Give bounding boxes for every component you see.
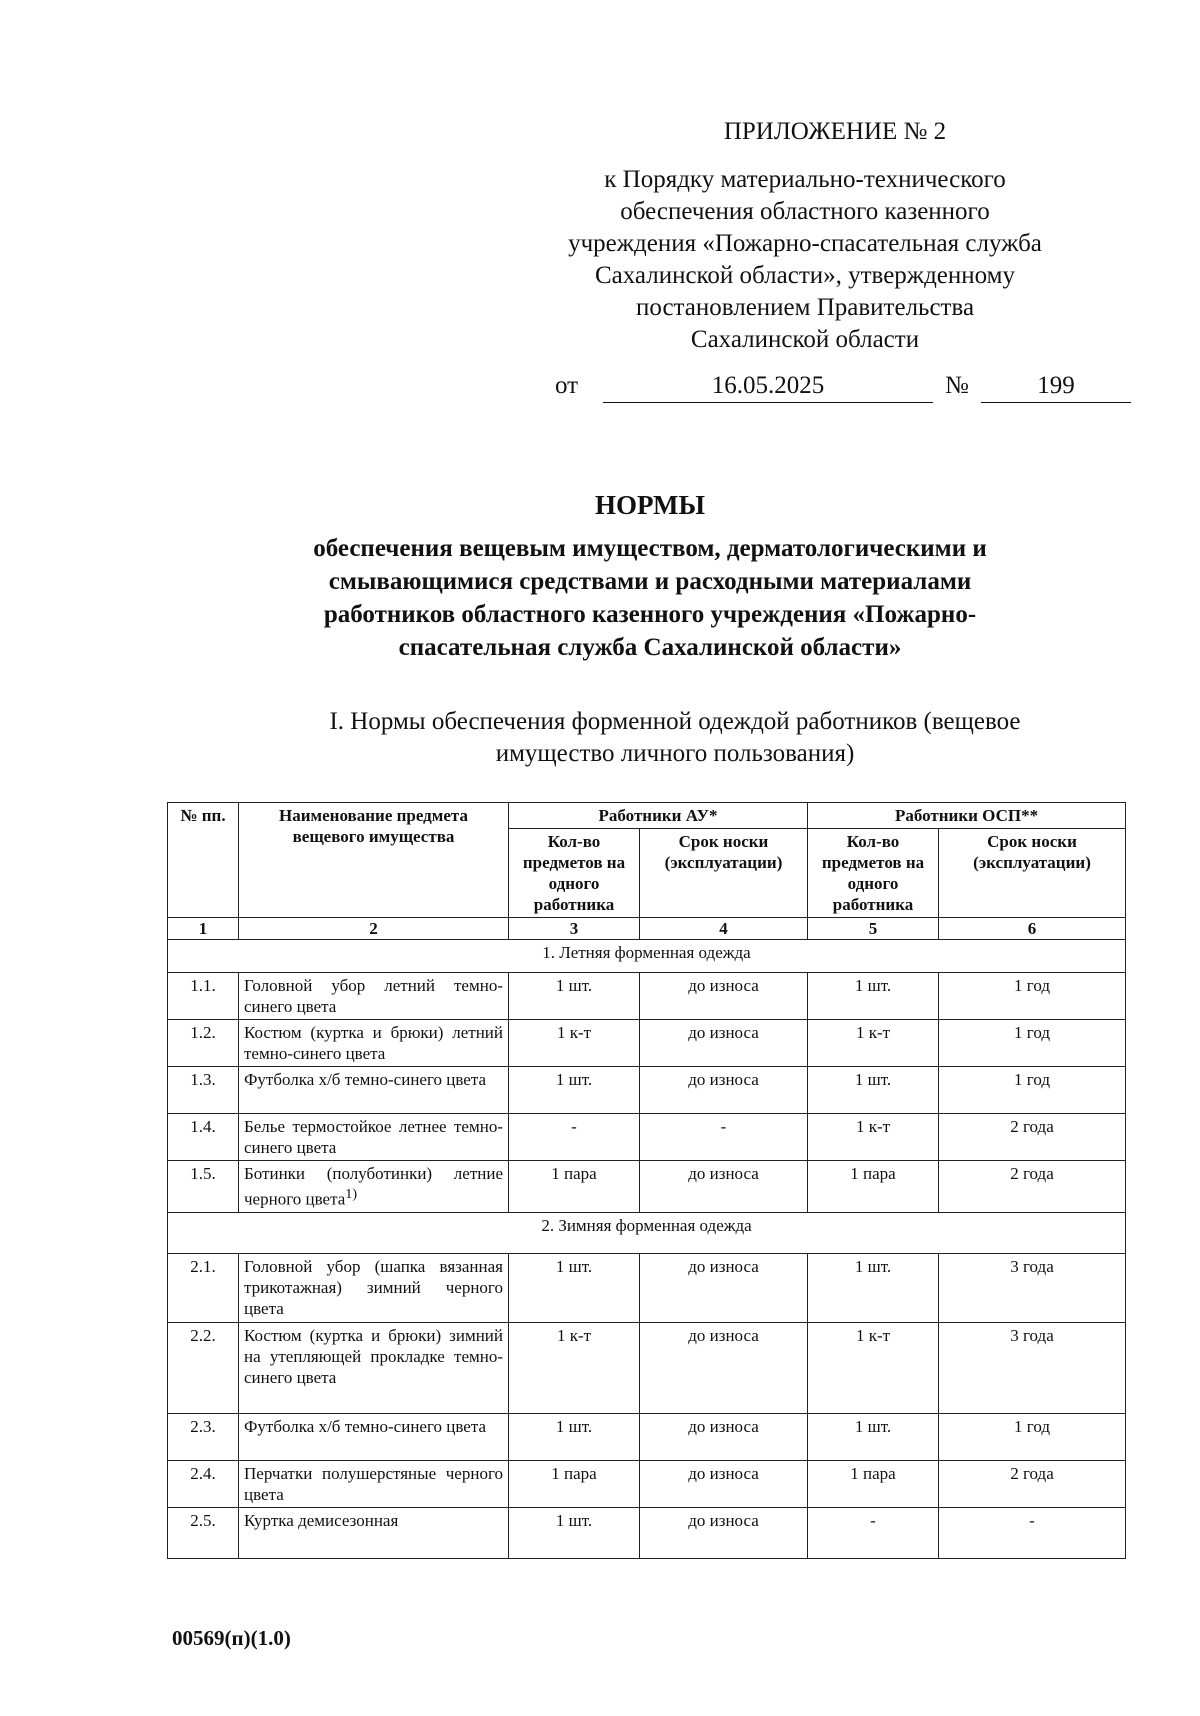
column-number: 3 xyxy=(509,918,640,940)
cell-name: Головной убор (шапка вязанная трикотажная) зимний черного цвета xyxy=(239,1253,509,1322)
column-number: 2 xyxy=(239,918,509,940)
cell-osp-term: 1 год xyxy=(939,1067,1126,1114)
header-osp-term: Срок носки (эксплуатации) xyxy=(939,829,1126,918)
cell-osp-term: - xyxy=(939,1507,1126,1558)
cell-au-term: до износа xyxy=(640,1020,808,1067)
cell-au-term: до износа xyxy=(640,1067,808,1114)
cell-name: Костюм (куртка и брюки) зимний на утепляющей прокладке темно-синего цвета xyxy=(239,1322,509,1413)
cell-osp-term: 2 года xyxy=(939,1161,1126,1213)
section-title-line: I. Нормы обеспечения форменной одеждой работников (вещевое xyxy=(329,708,1021,735)
cell-name: Футболка х/б темно-синего цвета xyxy=(239,1067,509,1114)
cell-osp-qty: 1 шт. xyxy=(808,973,939,1020)
cell-osp-term: 2 года xyxy=(939,1460,1126,1507)
cell-osp-term: 3 года xyxy=(939,1253,1126,1322)
cell-osp-qty: 1 к-т xyxy=(808,1020,939,1067)
number-prefix: № xyxy=(945,372,969,399)
norms-table xyxy=(167,802,1126,1559)
cell-au-qty: 1 пара xyxy=(509,1161,640,1213)
section-title xyxy=(260,706,1090,770)
column-number: 6 xyxy=(939,918,1126,940)
cell-au-qty: 1 пара xyxy=(509,1460,640,1507)
table-row xyxy=(168,1507,1126,1558)
cell-name: Костюм (куртка и брюки) летний темно-синего цвета xyxy=(239,1020,509,1067)
subtitle-line: обеспечения вещевым имуществом, дерматологическими и xyxy=(313,535,987,562)
cell-name xyxy=(239,1161,509,1213)
cell-num: 2.1. xyxy=(168,1253,239,1322)
table-row xyxy=(168,973,1126,1020)
cell-osp-term: 1 год xyxy=(939,1020,1126,1067)
appendix-line: Сахалинской области», утвержденному xyxy=(594,262,1016,289)
cell-au-term: до износа xyxy=(640,973,808,1020)
appendix-line: обеспечения областного казенного xyxy=(620,198,990,225)
document-date: 16.05.2025 xyxy=(603,372,933,403)
header-au-term: Срок носки (эксплуатации) xyxy=(640,829,808,918)
cell-name-text: Ботинки (полуботинки) летние черного цвета xyxy=(244,1164,503,1209)
document-title: НОРМЫ xyxy=(595,490,705,520)
cell-num: 2.5. xyxy=(168,1507,239,1558)
group-row xyxy=(168,1212,1126,1253)
cell-osp-term: 1 год xyxy=(939,973,1126,1020)
cell-au-qty: 1 шт. xyxy=(509,1253,640,1322)
cell-num: 1.5. xyxy=(168,1161,239,1213)
group-row xyxy=(168,940,1126,973)
cell-osp-qty: - xyxy=(808,1507,939,1558)
cell-num: 1.2. xyxy=(168,1020,239,1067)
header-num: № пп. xyxy=(168,803,239,918)
cell-name: Белье термостойкое летнее темно-синего цвета xyxy=(239,1114,509,1161)
subtitle-line: работников областного казенного учреждения «Пожарно- xyxy=(323,601,977,628)
table-row xyxy=(168,1253,1126,1322)
appendix-title: ПРИЛОЖЕНИЕ № 2 xyxy=(723,118,947,145)
header-name: Наименование предмета вещевого имущества xyxy=(239,803,509,918)
cell-au-term: до износа xyxy=(640,1507,808,1558)
cell-osp-term: 2 года xyxy=(939,1114,1126,1161)
column-number: 1 xyxy=(168,918,239,940)
cell-osp-qty: 1 шт. xyxy=(808,1253,939,1322)
cell-au-qty: 1 шт. xyxy=(509,1507,640,1558)
column-number: 4 xyxy=(640,918,808,940)
table-header-row xyxy=(168,803,1126,829)
cell-osp-qty: 1 к-т xyxy=(808,1114,939,1161)
section-title-line: имущество личного пользования) xyxy=(495,740,855,767)
cell-num: 2.3. xyxy=(168,1413,239,1460)
table-row xyxy=(168,1413,1126,1460)
cell-au-term: до износа xyxy=(640,1253,808,1322)
cell-num: 2.2. xyxy=(168,1322,239,1413)
subtitle-line: смывающимися средствами и расходными материалами xyxy=(328,568,972,595)
header-au: Работники АУ* xyxy=(509,803,808,829)
header-osp: Работники ОСП** xyxy=(808,803,1126,829)
cell-au-qty: 1 шт. xyxy=(509,973,640,1020)
header-osp-qty: Кол-во предметов на одного работника xyxy=(808,829,939,918)
group-title: 1. Летняя форменная одежда xyxy=(168,940,1126,973)
appendix-header xyxy=(520,118,1090,356)
cell-osp-qty: 1 шт. xyxy=(808,1413,939,1460)
cell-au-term: до износа xyxy=(640,1161,808,1213)
cell-au-term: до износа xyxy=(640,1460,808,1507)
cell-name: Головной убор летний темно-синего цвета xyxy=(239,973,509,1020)
table-row xyxy=(168,1067,1126,1114)
header-au-qty: Кол-во предметов на одного работника xyxy=(509,829,640,918)
cell-name: Футболка х/б темно-синего цвета xyxy=(239,1413,509,1460)
table-row xyxy=(168,1114,1126,1161)
appendix-line: постановлением Правительства xyxy=(635,294,975,321)
cell-name: Куртка демисезонная xyxy=(239,1507,509,1558)
cell-au-qty: 1 к-т xyxy=(509,1020,640,1067)
subtitle-line: спасательная служба Сахалинской области» xyxy=(398,634,902,661)
cell-osp-term: 3 года xyxy=(939,1322,1126,1413)
cell-osp-qty: 1 шт. xyxy=(808,1067,939,1114)
table-row xyxy=(168,1161,1126,1213)
group-title: 2. Зимняя форменная одежда xyxy=(168,1212,1126,1253)
appendix-line: к Порядку материально-технического xyxy=(604,166,1006,193)
cell-au-qty: 1 шт. xyxy=(509,1413,640,1460)
cell-osp-qty: 1 пара xyxy=(808,1161,939,1213)
table-row xyxy=(168,1020,1126,1067)
document-code: 00569(п)(1.0) xyxy=(172,1626,291,1650)
cell-osp-qty: 1 к-т xyxy=(808,1322,939,1413)
cell-name: Перчатки полушерстяные черного цвета xyxy=(239,1460,509,1507)
cell-au-term: - xyxy=(640,1114,808,1161)
cell-au-term: до износа xyxy=(640,1413,808,1460)
document-number: 199 xyxy=(981,372,1131,403)
column-number: 5 xyxy=(808,918,939,940)
date-number-line xyxy=(555,368,1130,404)
appendix-line: учреждения «Пожарно-спасательная служба xyxy=(568,230,1042,257)
cell-num: 1.3. xyxy=(168,1067,239,1114)
date-prefix: от xyxy=(555,372,579,399)
cell-au-qty: 1 шт. xyxy=(509,1067,640,1114)
cell-au-term: до износа xyxy=(640,1322,808,1413)
table-row xyxy=(168,1460,1126,1507)
appendix-line: Сахалинской области xyxy=(690,326,920,353)
cell-num: 1.1. xyxy=(168,973,239,1020)
table-row xyxy=(168,1322,1126,1413)
cell-num: 1.4. xyxy=(168,1114,239,1161)
cell-num: 2.4. xyxy=(168,1460,239,1507)
cell-au-qty: 1 к-т xyxy=(509,1322,640,1413)
document-subtitle xyxy=(220,532,1080,664)
footnote-marker: 1) xyxy=(345,1186,358,1202)
cell-au-qty: - xyxy=(509,1114,640,1161)
column-number-row xyxy=(168,918,1126,940)
cell-osp-term: 1 год xyxy=(939,1413,1126,1460)
cell-osp-qty: 1 пара xyxy=(808,1460,939,1507)
